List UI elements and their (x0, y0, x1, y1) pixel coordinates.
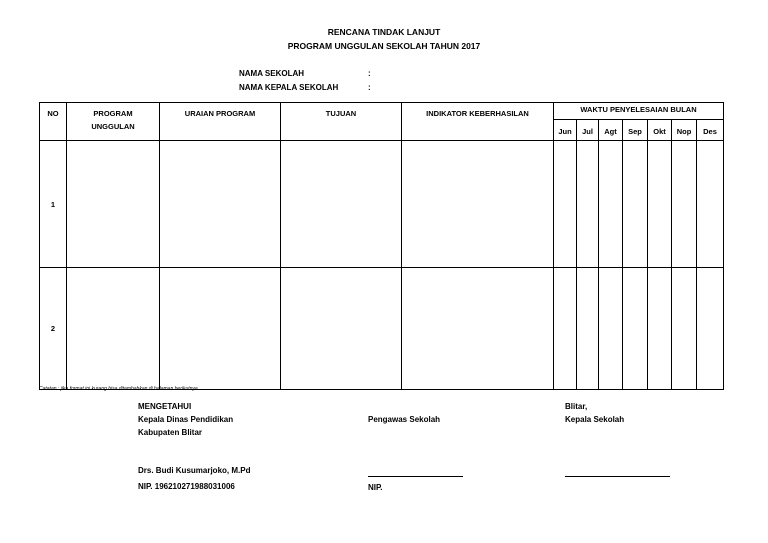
principal-name-label: NAMA KEPALA SEKOLAH (239, 83, 339, 92)
cell-agt (599, 268, 623, 390)
school-name-label: NAMA SEKOLAH (239, 69, 305, 78)
supervisor-nip: NIP. (368, 483, 383, 492)
cell-program (67, 141, 160, 268)
month-okt: Okt (648, 120, 672, 141)
acknowledged-label: MENGETAHUI (138, 402, 192, 411)
month-jul: Jul (577, 120, 599, 141)
cell-nop (672, 268, 697, 390)
dinas-head-name: Drs. Budi Kusumarjoko, M.Pd (138, 466, 251, 475)
month-des: Des (697, 120, 724, 141)
place-date-label: Blitar, (565, 402, 588, 411)
principal-name-colon: : (368, 83, 371, 92)
cell-des (697, 141, 724, 268)
cell-jun (554, 268, 577, 390)
cell-jun (554, 141, 577, 268)
row-number: 2 (40, 268, 67, 390)
dinas-role-label: Kepala Dinas Pendidikan (138, 415, 234, 424)
header-uraian: URAIAN PROGRAM (160, 103, 281, 141)
supervisor-signature-line (368, 476, 463, 477)
cell-des (697, 268, 724, 390)
cell-okt (648, 268, 672, 390)
header-program (67, 103, 160, 141)
cell-tujuan (281, 268, 402, 390)
supervisor-role-label: Pengawas Sekolah (368, 415, 441, 424)
cell-nop (672, 141, 697, 268)
cell-uraian (160, 268, 281, 390)
cell-program (67, 268, 160, 390)
cell-uraian (160, 141, 281, 268)
cell-jul (577, 141, 599, 268)
school-name-colon: : (368, 69, 371, 78)
cell-sep (623, 268, 648, 390)
header-indikator: INDIKATOR KEBERHASILAN (402, 103, 554, 141)
cell-sep (623, 141, 648, 268)
header-program-text: PROGRAM UNGGULAN (91, 109, 135, 131)
month-agt: Agt (599, 120, 623, 141)
cell-agt (599, 141, 623, 268)
month-sep: Sep (623, 120, 648, 141)
document-subtitle: PROGRAM UNGGULAN SEKOLAH TAHUN 2017 (287, 41, 481, 51)
cell-indikator (402, 141, 554, 268)
dinas-head-nip: NIP. 196210271988031006 (138, 482, 235, 491)
row-number: 1 (40, 141, 67, 268)
table-row (40, 268, 724, 390)
principal-signature-line (565, 476, 670, 477)
header-tujuan: TUJUAN (281, 103, 402, 141)
cell-jul (577, 268, 599, 390)
kabupaten-label: Kabupaten Blitar (138, 428, 203, 437)
table-row (40, 141, 724, 268)
cell-okt (648, 141, 672, 268)
principal-role-label: Kepala Sekolah (565, 415, 625, 424)
document-title: RENCANA TINDAK LANJUT (327, 27, 441, 37)
header-no: NO (40, 103, 67, 141)
cell-tujuan (281, 141, 402, 268)
format-note: Catatan : jika format ini kurang bisa ditambahkan di halaman berikutnya. (39, 386, 200, 392)
header-waktu: WAKTU PENYELESAIAN BULAN (554, 103, 724, 120)
action-plan-table (39, 102, 724, 390)
month-nop: Nop (672, 120, 697, 141)
cell-indikator (402, 268, 554, 390)
month-jun: Jun (554, 120, 577, 141)
